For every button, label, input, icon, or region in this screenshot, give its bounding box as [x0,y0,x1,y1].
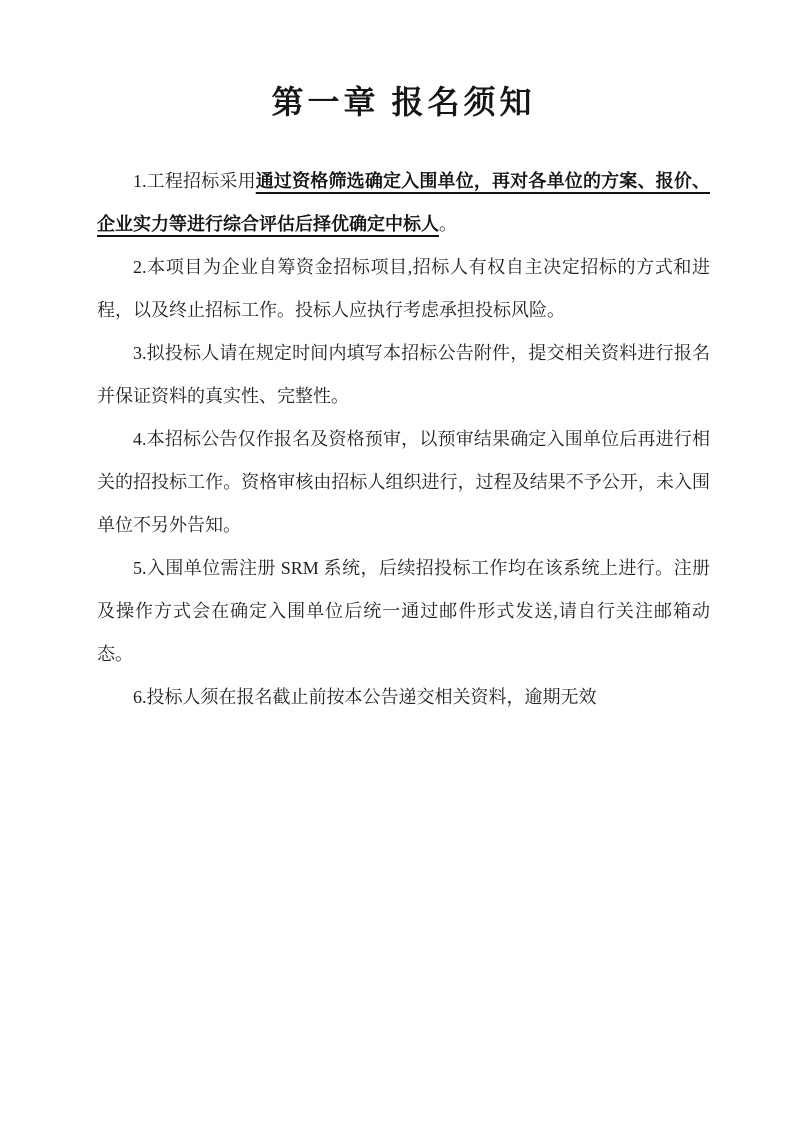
paragraph-6: 6.投标人须在报名截止前按本公告递交相关资料，逾期无效 [133,687,597,707]
paragraph-5: 5.入围单位需注册 SRM 系统，后续招投标工作均在该系统上进行。注册及操作方式会在确定入围单位后统一通过邮件形式发送,请自行关注邮箱动态。 [97,558,710,664]
paragraph-1-emphasis: 通过资格筛选确定入围单位，再对各单位的方案、报价、企业实力等进行综合评估后择优确定中标人 [97,171,711,234]
paragraph-4: 4.本招标公告仅作报名及资格预审，以预审结果确定入围单位后再进行相关的招投标工作。资格审核由招标人组织进行，过程及结果不予公开，未入围单位不另外告知。 [97,429,710,535]
paragraph-2: 2.本项目为企业自筹资金招标项目,招标人有权自主决定招标的方式和进程，以及终止招标工作。投标人应执行考虑承担投标风险。 [97,257,710,320]
paragraph-1 [97,160,710,246]
paragraph-3: 3.拟投标人请在规定时间内填写本招标公告附件，提交相关资料进行报名并保证资料的真实性、完整性。 [97,343,710,406]
chapter-title: 第一章 报名须知 [271,84,536,120]
paragraph-1-prefix: 1.工程招标采用 [133,171,256,191]
paragraph-1-suffix: 。 [439,214,457,234]
